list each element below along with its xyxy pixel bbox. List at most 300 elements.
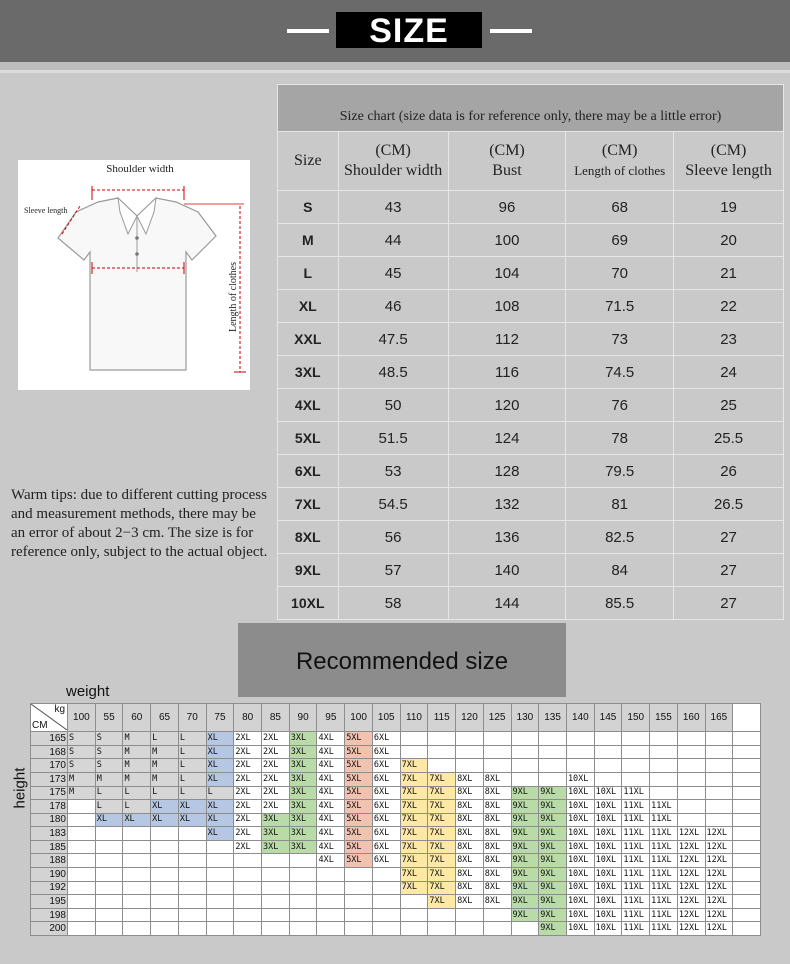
size-recommendation-cell: S bbox=[95, 745, 123, 759]
measure-cell: 100 bbox=[448, 224, 566, 257]
size-recommendation-cell: 6XL bbox=[372, 827, 400, 841]
height-cell: 200 bbox=[31, 922, 68, 936]
size-recommendation-cell: 12XL bbox=[677, 840, 705, 854]
size-recommendation-cell bbox=[345, 922, 373, 936]
size-recommendation-cell bbox=[289, 881, 317, 895]
size-recommendation-cell bbox=[68, 922, 96, 936]
size-recommendation-cell: 8XL bbox=[456, 813, 484, 827]
size-recommendation-cell: 12XL bbox=[705, 922, 733, 936]
measure-cell: 104 bbox=[448, 257, 566, 290]
measure-cell: 68 bbox=[566, 191, 674, 224]
measure-cell: 27 bbox=[674, 521, 784, 554]
size-recommendation-cell: 9XL bbox=[511, 840, 539, 854]
measure-cell: 81 bbox=[566, 488, 674, 521]
size-recommendation-cell bbox=[483, 908, 511, 922]
size-recommendation-cell bbox=[511, 772, 539, 786]
weight-header: 145 bbox=[594, 704, 622, 732]
size-recommendation-cell: 9XL bbox=[539, 813, 567, 827]
size-recommendation-cell: 11XL bbox=[650, 895, 678, 909]
size-recommendation-cell: 7XL bbox=[428, 840, 456, 854]
size-recommendation-cell: 4XL bbox=[317, 786, 345, 800]
divider-band-light bbox=[0, 70, 790, 73]
size-recommendation-cell: 5XL bbox=[345, 813, 373, 827]
height-cell: 170 bbox=[31, 759, 68, 773]
size-recommendation-cell: 11XL bbox=[622, 813, 650, 827]
size-recommendation-cell: M bbox=[123, 759, 151, 773]
size-recommendation-cell: 5XL bbox=[345, 786, 373, 800]
size-recommendation-cell: 10XL bbox=[594, 813, 622, 827]
recommended-title: Recommended size bbox=[238, 623, 566, 697]
size-recommendation-cell: 12XL bbox=[677, 922, 705, 936]
size-recommendation-cell: XL bbox=[123, 813, 151, 827]
weight-header: 55 bbox=[95, 704, 123, 732]
size-recommendation-cell: 2XL bbox=[234, 786, 262, 800]
size-recommendation-cell bbox=[95, 867, 123, 881]
size-recommendation-cell: 11XL bbox=[622, 786, 650, 800]
measure-cell: 73 bbox=[566, 323, 674, 356]
size-recommendation-cell: 10XL bbox=[594, 786, 622, 800]
size-recommendation-cell: S bbox=[68, 759, 96, 773]
size-recommendation-cell bbox=[400, 922, 428, 936]
size-recommendation-cell: 8XL bbox=[483, 840, 511, 854]
size-recommendation-cell: 9XL bbox=[539, 881, 567, 895]
size-recommendation-cell bbox=[151, 922, 179, 936]
size-recommendation-cell: L bbox=[178, 786, 206, 800]
size-row bbox=[278, 389, 784, 422]
size-recommendation-cell: 3XL bbox=[289, 759, 317, 773]
size-recommendation-cell bbox=[511, 732, 539, 746]
size-row bbox=[278, 554, 784, 587]
grid-row bbox=[31, 854, 761, 868]
size-recommendation-cell bbox=[95, 881, 123, 895]
measure-cell: 140 bbox=[448, 554, 566, 587]
size-recommendation-cell: 10XL bbox=[566, 895, 594, 909]
grid-pad bbox=[733, 745, 761, 759]
measure-cell: 53 bbox=[338, 455, 448, 488]
weight-header: 105 bbox=[372, 704, 400, 732]
measure-cell: 70 bbox=[566, 257, 674, 290]
size-recommendation-cell bbox=[178, 827, 206, 841]
size-recommendation-cell: 5XL bbox=[345, 772, 373, 786]
measure-cell: 56 bbox=[338, 521, 448, 554]
size-recommendation-cell bbox=[677, 786, 705, 800]
size-recommendation-cell bbox=[151, 895, 179, 909]
size-recommendation-cell: 5XL bbox=[345, 840, 373, 854]
size-recommendation-cell: 6XL bbox=[372, 813, 400, 827]
size-recommendation-cell: L bbox=[178, 745, 206, 759]
weight-header: 90 bbox=[289, 704, 317, 732]
size-recommendation-cell: 7XL bbox=[400, 867, 428, 881]
size-recommendation-cell: 9XL bbox=[539, 854, 567, 868]
size-recommendation-cell bbox=[400, 895, 428, 909]
title-dash-right bbox=[490, 29, 532, 33]
size-recommendation-cell bbox=[151, 908, 179, 922]
size-cell: 6XL bbox=[278, 455, 339, 488]
weight-header: 150 bbox=[622, 704, 650, 732]
shirt-diagram bbox=[18, 160, 250, 390]
weight-header: 135 bbox=[539, 704, 567, 732]
size-recommendation-cell bbox=[178, 840, 206, 854]
size-recommendation-cell bbox=[428, 759, 456, 773]
size-recommendation-cell bbox=[289, 908, 317, 922]
size-recommendation-cell: 12XL bbox=[677, 854, 705, 868]
grid-row bbox=[31, 895, 761, 909]
size-cell: 10XL bbox=[278, 587, 339, 620]
grid-pad bbox=[733, 813, 761, 827]
size-row bbox=[278, 455, 784, 488]
grid-pad bbox=[733, 867, 761, 881]
grid-row bbox=[31, 840, 761, 854]
size-recommendation-cell: M bbox=[123, 745, 151, 759]
measure-cell: 84 bbox=[566, 554, 674, 587]
size-cell: 9XL bbox=[278, 554, 339, 587]
size-recommendation-cell bbox=[345, 895, 373, 909]
size-recommendation-cell: 11XL bbox=[622, 867, 650, 881]
measure-cell: 69 bbox=[566, 224, 674, 257]
size-recommendation-cell: 9XL bbox=[539, 840, 567, 854]
size-row bbox=[278, 224, 784, 257]
size-recommendation-cell bbox=[123, 922, 151, 936]
size-recommendation-cell: 10XL bbox=[566, 813, 594, 827]
size-recommendation-cell bbox=[123, 840, 151, 854]
col-shoulder: (CM) Shoulder width bbox=[338, 132, 448, 191]
size-recommendation-cell bbox=[123, 908, 151, 922]
grid-row bbox=[31, 813, 761, 827]
size-recommendation-cell bbox=[456, 922, 484, 936]
size-row bbox=[278, 290, 784, 323]
weight-header: 140 bbox=[566, 704, 594, 732]
warm-tips: Warm tips: due to different cutting process and measurement methods, there may be an error of about 2−3 cm. The size is for reference only, subject to the actual object. bbox=[11, 487, 268, 560]
size-recommendation-cell: 5XL bbox=[345, 800, 373, 814]
height-cell: 178 bbox=[31, 800, 68, 814]
size-recommendation-cell bbox=[428, 922, 456, 936]
size-recommendation-cell: 8XL bbox=[456, 772, 484, 786]
size-cell: L bbox=[278, 257, 339, 290]
measure-cell: 79.5 bbox=[566, 455, 674, 488]
size-cell: 5XL bbox=[278, 422, 339, 455]
size-recommendation-cell: 11XL bbox=[650, 854, 678, 868]
weight-axis-label: weight bbox=[66, 683, 110, 700]
size-recommendation-cell bbox=[123, 854, 151, 868]
size-recommendation-cell bbox=[151, 827, 179, 841]
size-recommendation-cell: 10XL bbox=[566, 881, 594, 895]
size-recommendation-cell bbox=[650, 745, 678, 759]
grid-row bbox=[31, 922, 761, 936]
size-recommendation-cell: 6XL bbox=[372, 745, 400, 759]
measure-cell: 54.5 bbox=[338, 488, 448, 521]
size-recommendation-cell: S bbox=[68, 745, 96, 759]
size-recommendation-cell bbox=[483, 922, 511, 936]
size-recommendation-cell bbox=[234, 922, 262, 936]
size-chart bbox=[277, 84, 784, 620]
grid-pad bbox=[733, 895, 761, 909]
size-recommendation-cell bbox=[677, 800, 705, 814]
size-recommendation-cell bbox=[206, 881, 234, 895]
measure-cell: 23 bbox=[674, 323, 784, 356]
size-recommendation-cell: 5XL bbox=[345, 827, 373, 841]
size-chart-caption: Size chart (size data is for reference only, there may be a little error) bbox=[278, 85, 784, 132]
size-recommendation-cell: 11XL bbox=[650, 867, 678, 881]
grid-corner bbox=[31, 704, 68, 732]
size-recommendation-cell bbox=[511, 745, 539, 759]
size-recommendation-cell: 10XL bbox=[566, 908, 594, 922]
size-recommendation-cell: XL bbox=[206, 827, 234, 841]
size-recommendation-cell bbox=[622, 745, 650, 759]
grid-pad bbox=[733, 908, 761, 922]
measure-cell: 26.5 bbox=[674, 488, 784, 521]
size-recommendation-cell bbox=[123, 881, 151, 895]
size-recommendation-cell: 4XL bbox=[317, 759, 345, 773]
size-recommendation-cell: 9XL bbox=[511, 854, 539, 868]
title-bar bbox=[0, 0, 790, 62]
size-recommendation-cell bbox=[566, 732, 594, 746]
weight-header: 115 bbox=[428, 704, 456, 732]
size-recommendation-cell: 6XL bbox=[372, 732, 400, 746]
size-recommendation-cell: 2XL bbox=[234, 772, 262, 786]
size-recommendation-cell bbox=[594, 759, 622, 773]
size-recommendation-cell bbox=[262, 895, 290, 909]
size-recommendation-cell: 2XL bbox=[262, 800, 290, 814]
size-recommendation-cell: 9XL bbox=[539, 922, 567, 936]
size-recommendation-cell: 7XL bbox=[428, 800, 456, 814]
size-recommendation-cell: 5XL bbox=[345, 759, 373, 773]
size-recommendation-cell bbox=[262, 854, 290, 868]
size-row bbox=[278, 521, 784, 554]
shoulder-width-label: Shoulder width bbox=[106, 163, 174, 175]
measure-cell: 58 bbox=[338, 587, 448, 620]
size-recommendation-cell: 4XL bbox=[317, 772, 345, 786]
size-recommendation-cell: 11XL bbox=[650, 922, 678, 936]
size-recommendation-cell: 8XL bbox=[483, 881, 511, 895]
size-recommendation-cell bbox=[234, 867, 262, 881]
weight-header: 75 bbox=[206, 704, 234, 732]
height-cell: 165 bbox=[31, 732, 68, 746]
size-recommendation-cell: 7XL bbox=[428, 813, 456, 827]
size-recommendation-cell: 12XL bbox=[705, 895, 733, 909]
size-recommendation-cell: 9XL bbox=[539, 827, 567, 841]
size-recommendation-cell bbox=[539, 772, 567, 786]
size-recommendation-cell bbox=[68, 800, 96, 814]
size-recommendation-cell: 4XL bbox=[317, 813, 345, 827]
grid-pad bbox=[733, 840, 761, 854]
size-recommendation-cell: 4XL bbox=[317, 732, 345, 746]
size-recommendation-cell: XL bbox=[206, 800, 234, 814]
size-recommendation-cell: 9XL bbox=[539, 867, 567, 881]
size-recommendation-cell bbox=[511, 922, 539, 936]
measure-cell: 85.5 bbox=[566, 587, 674, 620]
size-recommendation-cell bbox=[677, 813, 705, 827]
measure-cell: 22 bbox=[674, 290, 784, 323]
size-recommendation-cell bbox=[456, 908, 484, 922]
grid-pad bbox=[733, 854, 761, 868]
size-recommendation-cell bbox=[345, 867, 373, 881]
grid-row bbox=[31, 732, 761, 746]
size-recommendation-cell: 4XL bbox=[317, 854, 345, 868]
size-recommendation-cell: 7XL bbox=[428, 867, 456, 881]
size-recommendation-cell: 11XL bbox=[622, 908, 650, 922]
size-recommendation-cell: 10XL bbox=[594, 854, 622, 868]
size-recommendation-cell: 11XL bbox=[622, 840, 650, 854]
size-recommendation-cell bbox=[289, 922, 317, 936]
size-row bbox=[278, 191, 784, 224]
measure-cell: 51.5 bbox=[338, 422, 448, 455]
measure-cell: 136 bbox=[448, 521, 566, 554]
length-label: Length of clothes bbox=[228, 262, 239, 332]
measure-cell: 128 bbox=[448, 455, 566, 488]
size-recommendation-cell: 11XL bbox=[650, 827, 678, 841]
size-recommendation-cell: 5XL bbox=[345, 854, 373, 868]
size-recommendation-cell: S bbox=[95, 759, 123, 773]
size-recommendation-cell: M bbox=[123, 732, 151, 746]
height-cell: 173 bbox=[31, 772, 68, 786]
col-sleeve: (CM) Sleeve length bbox=[674, 132, 784, 191]
size-recommendation-cell: 2XL bbox=[234, 759, 262, 773]
size-recommendation-cell: 10XL bbox=[566, 786, 594, 800]
measure-cell: 132 bbox=[448, 488, 566, 521]
size-recommendation-cell bbox=[206, 867, 234, 881]
height-cell: 168 bbox=[31, 745, 68, 759]
measure-cell: 124 bbox=[448, 422, 566, 455]
size-recommendation-cell: 8XL bbox=[483, 827, 511, 841]
recommended-size-grid bbox=[30, 703, 761, 936]
size-recommendation-cell bbox=[345, 908, 373, 922]
size-recommendation-cell bbox=[151, 854, 179, 868]
weight-header: 65 bbox=[151, 704, 179, 732]
size-recommendation-cell: 9XL bbox=[511, 881, 539, 895]
size-recommendation-cell: L bbox=[151, 732, 179, 746]
height-cell: 195 bbox=[31, 895, 68, 909]
size-recommendation-cell: 9XL bbox=[511, 908, 539, 922]
measure-cell: 47.5 bbox=[338, 323, 448, 356]
size-recommendation-cell bbox=[483, 745, 511, 759]
size-recommendation-cell: 10XL bbox=[566, 840, 594, 854]
measure-cell: 112 bbox=[448, 323, 566, 356]
size-recommendation-cell: 3XL bbox=[262, 827, 290, 841]
measure-cell: 144 bbox=[448, 587, 566, 620]
height-cell: 180 bbox=[31, 813, 68, 827]
size-recommendation-cell bbox=[68, 813, 96, 827]
size-recommendation-cell: 3XL bbox=[289, 745, 317, 759]
size-recommendation-cell bbox=[178, 922, 206, 936]
size-recommendation-cell: 3XL bbox=[262, 840, 290, 854]
weight-header: 160 bbox=[677, 704, 705, 732]
size-recommendation-cell: 10XL bbox=[566, 772, 594, 786]
size-recommendation-cell bbox=[705, 772, 733, 786]
height-axis-label: height bbox=[11, 767, 29, 809]
size-recommendation-cell: 11XL bbox=[622, 922, 650, 936]
size-recommendation-cell: M bbox=[151, 759, 179, 773]
size-recommendation-cell: 7XL bbox=[400, 881, 428, 895]
grid-row bbox=[31, 827, 761, 841]
height-cell: 190 bbox=[31, 867, 68, 881]
size-recommendation-cell bbox=[95, 895, 123, 909]
size-recommendation-cell: 3XL bbox=[289, 786, 317, 800]
size-recommendation-cell bbox=[206, 854, 234, 868]
size-recommendation-cell: XL bbox=[178, 800, 206, 814]
size-recommendation-cell bbox=[400, 732, 428, 746]
size-recommendation-cell: XL bbox=[151, 813, 179, 827]
size-recommendation-cell bbox=[511, 759, 539, 773]
size-cell: XXL bbox=[278, 323, 339, 356]
size-recommendation-cell: 12XL bbox=[677, 867, 705, 881]
measure-cell: 24 bbox=[674, 356, 784, 389]
size-recommendation-cell: 9XL bbox=[511, 786, 539, 800]
size-recommendation-cell: 3XL bbox=[289, 772, 317, 786]
grid-pad bbox=[733, 881, 761, 895]
size-recommendation-cell: 2XL bbox=[262, 759, 290, 773]
size-recommendation-cell bbox=[677, 772, 705, 786]
size-recommendation-cell: XL bbox=[206, 772, 234, 786]
size-recommendation-cell bbox=[151, 881, 179, 895]
measure-cell: 43 bbox=[338, 191, 448, 224]
size-recommendation-cell: 9XL bbox=[539, 800, 567, 814]
size-recommendation-cell: 10XL bbox=[566, 867, 594, 881]
size-recommendation-cell: M bbox=[151, 745, 179, 759]
size-recommendation-cell: L bbox=[151, 786, 179, 800]
size-recommendation-cell: 2XL bbox=[234, 800, 262, 814]
size-recommendation-cell bbox=[594, 732, 622, 746]
size-recommendation-cell: 10XL bbox=[594, 881, 622, 895]
size-recommendation-cell bbox=[345, 881, 373, 895]
height-cell: 188 bbox=[31, 854, 68, 868]
size-recommendation-cell bbox=[123, 867, 151, 881]
size-chart-header bbox=[278, 132, 784, 191]
sleeve-length-label: Sleeve length bbox=[24, 206, 68, 215]
size-recommendation-cell: 5XL bbox=[345, 732, 373, 746]
grid-pad bbox=[733, 759, 761, 773]
size-recommendation-cell bbox=[317, 908, 345, 922]
size-recommendation-cell: 2XL bbox=[262, 786, 290, 800]
weight-header: 120 bbox=[456, 704, 484, 732]
grid-row bbox=[31, 908, 761, 922]
measure-cell: 20 bbox=[674, 224, 784, 257]
size-recommendation-cell: 8XL bbox=[483, 854, 511, 868]
weight-header: 125 bbox=[483, 704, 511, 732]
col-bust: (CM) Bust bbox=[448, 132, 566, 191]
size-recommendation-cell: 10XL bbox=[566, 854, 594, 868]
size-recommendation-cell: 11XL bbox=[622, 881, 650, 895]
weight-header: 95 bbox=[317, 704, 345, 732]
size-recommendation-cell bbox=[594, 772, 622, 786]
size-recommendation-cell: 7XL bbox=[400, 840, 428, 854]
size-recommendation-cell: L bbox=[95, 800, 123, 814]
size-recommendation-cell: 4XL bbox=[317, 745, 345, 759]
size-recommendation-cell: 9XL bbox=[539, 786, 567, 800]
measure-cell: 120 bbox=[448, 389, 566, 422]
size-recommendation-cell: 8XL bbox=[483, 895, 511, 909]
size-recommendation-cell: XL bbox=[206, 759, 234, 773]
size-recommendation-cell: 8XL bbox=[456, 854, 484, 868]
size-recommendation-cell: 11XL bbox=[650, 881, 678, 895]
grid-pad bbox=[733, 704, 761, 732]
size-recommendation-cell: L bbox=[206, 786, 234, 800]
size-recommendation-cell bbox=[566, 745, 594, 759]
size-row bbox=[278, 323, 784, 356]
measure-cell: 19 bbox=[674, 191, 784, 224]
size-recommendation-cell: 10XL bbox=[594, 827, 622, 841]
size-recommendation-cell bbox=[372, 881, 400, 895]
size-recommendation-cell: 12XL bbox=[705, 840, 733, 854]
measure-cell: 21 bbox=[674, 257, 784, 290]
size-recommendation-cell: M bbox=[151, 772, 179, 786]
size-recommendation-cell bbox=[317, 922, 345, 936]
size-recommendation-cell bbox=[622, 772, 650, 786]
size-recommendation-cell: 10XL bbox=[566, 827, 594, 841]
size-recommendation-cell: 10XL bbox=[594, 895, 622, 909]
size-recommendation-cell bbox=[68, 854, 96, 868]
size-recommendation-cell: 7XL bbox=[400, 800, 428, 814]
size-recommendation-cell bbox=[539, 732, 567, 746]
